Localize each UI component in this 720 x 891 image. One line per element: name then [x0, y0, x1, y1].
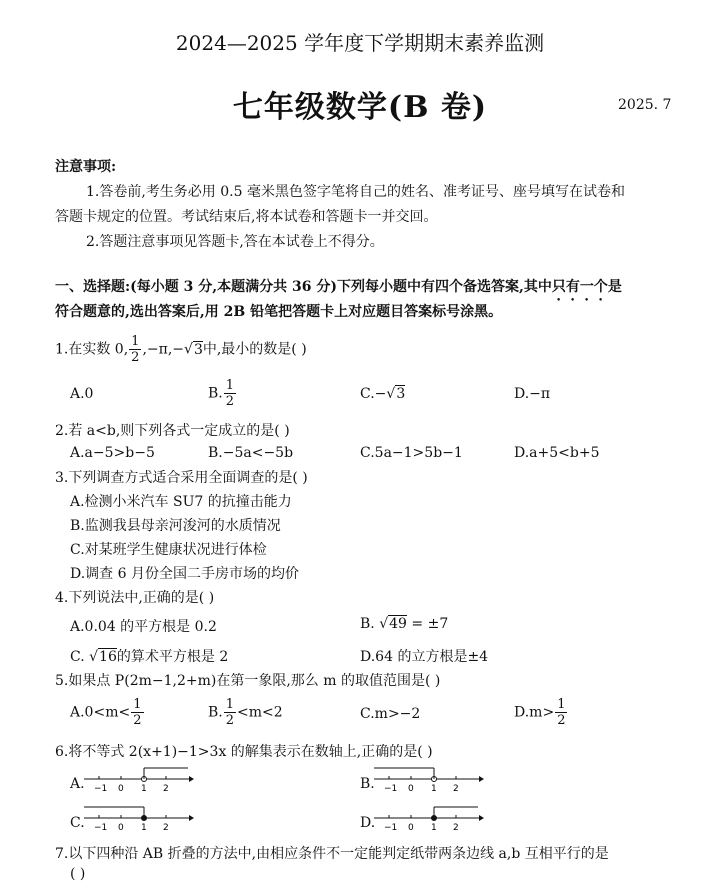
- section-heading-end: 是: [607, 279, 622, 295]
- q6-option-d-label[interactable]: D.: [360, 815, 376, 831]
- q4-option-b[interactable]: B. √49 = ±7: [360, 616, 449, 632]
- q4-option-c[interactable]: C. √16的算术平方根是 2: [70, 649, 229, 665]
- q4-option-d[interactable]: D.64 的立方根是±4: [360, 649, 489, 665]
- q1-option-a[interactable]: A.0: [70, 386, 94, 402]
- tick-label: 2: [453, 823, 459, 833]
- tick-label: 1: [431, 823, 437, 833]
- tick-label: 0: [408, 823, 414, 833]
- tick-label: −1: [384, 784, 398, 794]
- tick-label: −1: [94, 784, 108, 794]
- question-6-stem: 6.将不等式 2(x+1)−1>3x 的解集表示在数轴上,正确的是( ): [55, 744, 433, 760]
- q1-option-d[interactable]: D.−π: [514, 386, 551, 402]
- notice-item-1-cont: 答题卡规定的位置。考试结束后,将本试卷和答题卡一并交回。: [55, 209, 438, 225]
- tick-label: −1: [384, 823, 398, 833]
- q1-fraction: $\frac{1}{2}$: [131, 334, 140, 365]
- exam-title: 2024—2025 学年度下学期期末素养监测: [175, 31, 545, 55]
- q6-option-a-number-line: [84, 766, 194, 794]
- notice-item-2: 2.答题注意事项见答题卡,答在本试卷上不得分。: [86, 234, 384, 250]
- question-2-stem: 2.若 a<b,则下列各式一定成立的是( ): [55, 423, 290, 439]
- q3-option-b[interactable]: B.监测我县母亲河浚河的水质情况: [70, 518, 281, 534]
- notice-heading: 注意事项:: [55, 159, 117, 175]
- section-heading-emphasis: 只有一个: [551, 279, 608, 295]
- tick-label: 1: [141, 823, 147, 833]
- q2-option-c[interactable]: C.5a−1>5b−1: [360, 445, 463, 461]
- q1-text-mid: ,−π,−: [142, 341, 185, 358]
- q5-option-b[interactable]: B. $\frac{1}{2}$ <m<2: [208, 697, 283, 728]
- q4-option-a[interactable]: A.0.04 的平方根是 0.2: [70, 619, 217, 635]
- q1-text-post: 中,最小的数是( ): [202, 341, 307, 358]
- q6-option-c-number-line: [84, 805, 194, 833]
- q5-option-c[interactable]: C.m>−2: [360, 706, 421, 722]
- tick-label: 2: [163, 823, 169, 833]
- tick-label: −1: [94, 823, 108, 833]
- q5-option-d[interactable]: D.m> $\frac{1}{2}$: [514, 697, 566, 728]
- question-4-stem: 4.下列说法中,正确的是( ): [55, 590, 215, 606]
- tick-label: 1: [141, 784, 147, 794]
- q2-option-d[interactable]: D.a+5<b+5: [514, 445, 600, 461]
- section-heading-text: 一、选择题:(每小题 3 分,本题满分共 36 分)下列每小题中有四个备选答案,其中: [55, 279, 552, 295]
- question-3-stem: 3.下列调查方式适合采用全面调查的是( ): [55, 470, 308, 486]
- q5-option-a[interactable]: A.0<m< $\frac{1}{2}$: [70, 697, 142, 728]
- question-5-stem: 5.如果点 P(2m−1,2+m)在第一象限,那么 m 的取值范围是( ): [55, 673, 441, 689]
- q6-option-d-number-line: [374, 805, 484, 833]
- q6-option-a-label[interactable]: A.: [70, 776, 85, 792]
- section-heading-cont: 符合题意的,选出答案后,用 2B 铅笔把答题卡上对应题目答案标号涂黑。: [55, 304, 503, 320]
- notice-item-1: 1.答卷前,考生务必用 0.5 毫米黑色签字笔将自己的姓名、准考证号、座号填写在试卷和: [86, 184, 625, 200]
- tick-label: 1: [431, 784, 437, 794]
- q6-option-c-label[interactable]: C.: [70, 815, 85, 831]
- q6-option-b-number-line: [374, 766, 484, 794]
- tick-label: 2: [163, 784, 169, 794]
- tick-label: 0: [118, 823, 124, 833]
- exam-date: 2025. 7: [618, 97, 672, 113]
- tick-label: 2: [453, 784, 459, 794]
- subject-title: 七年级数学(B 卷): [232, 90, 488, 125]
- q1-text-pre: 1.在实数 0,: [55, 341, 129, 358]
- q2-option-b[interactable]: B.−5a<−5b: [208, 445, 294, 461]
- section-heading: [55, 276, 622, 304]
- tick-label: 0: [408, 784, 414, 794]
- q3-option-d[interactable]: D.调查 6 月份全国二手房市场的均价: [70, 566, 299, 582]
- q2-option-a[interactable]: A.a−5>b−5: [70, 445, 155, 461]
- q1-sqrt: 3: [193, 341, 203, 358]
- question-7-stem: 7.以下四种沿 AB 折叠的方法中,由相应条件不一定能判定纸带两条边线 a,b 互相平行的是: [55, 846, 609, 862]
- q6-option-b-label[interactable]: B.: [360, 776, 375, 792]
- tick-label: 0: [118, 784, 124, 794]
- question-1-stem: 1.在实数 0, $\frac{1}{2}$ ,−π,−√3中,最小的数是( ): [55, 334, 307, 365]
- q7-answer-paren: ( ): [70, 866, 86, 882]
- q3-option-a[interactable]: A.检测小米汽车 SU7 的抗撞击能力: [70, 494, 292, 510]
- q1-option-c[interactable]: C.−√3: [360, 386, 406, 402]
- q3-option-c[interactable]: C.对某班学生健康状况进行体检: [70, 542, 267, 558]
- q1-option-b[interactable]: B. $\frac{1}{2}$: [208, 378, 235, 409]
